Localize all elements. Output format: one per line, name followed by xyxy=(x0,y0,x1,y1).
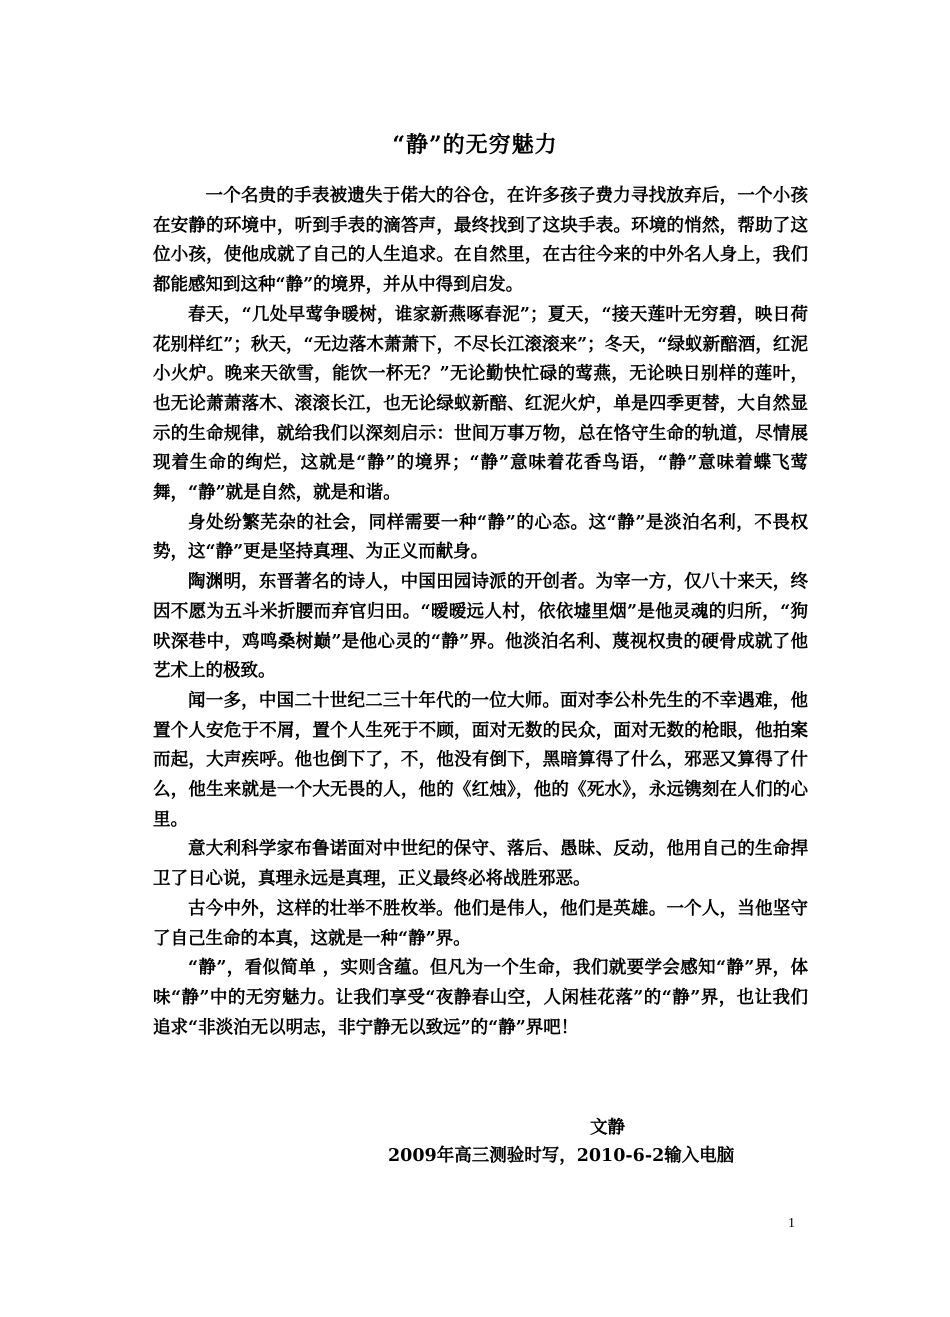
author-date-note: 2009年高三测验时写，2010-6-2输入电脑 xyxy=(388,1146,735,1166)
page-number: 1 xyxy=(788,1216,795,1231)
paragraph: 身处纷繁芜杂的社会，同样需要一种“静”的心态。这“静”是淡泊名利，不畏权势，这“静”更是坚持真理、为正义而献身。 xyxy=(153,512,808,563)
document-title: “静”的无穷魅力 xyxy=(392,132,558,158)
author-signature: 文静 xyxy=(590,1118,625,1138)
paragraph: 古今中外，这样的壮举不胜枚举。他们是伟人，他们是英雄。一个人，当他坚守了自己生命的本真，这就是一种“静”界。 xyxy=(153,898,808,949)
paragraph: “静”，看似简单 ，实则含蕴。但凡为一个生命，我们就要学会感知“静”界，体味“静”中的无穷魅力。让我们享受“夜静春山空，人闲桂花落”的“静”界，也让我们追求“非淡泊无以明志，非宁静无以致远”的“静”界吧！ xyxy=(153,958,808,1038)
paragraph: 意大利科学家布鲁诺面对中世纪的保守、落后、愚昧、反动，他用自己的生命捍卫了日心说，真理永远是真理，正义最终必将战胜邪恶。 xyxy=(153,839,808,890)
paragraph: 闻一多，中国二十世纪二三十年代的一位大师。面对李公朴先生的不幸遇难，他置个人安危于不屑，置个人生死于不顾，面对无数的民众，面对无数的枪眼，他拍案而起，大声疾呼。他也倒下了，不，他没有倒下，黑暗算得了什么，邪恶又算得了什么，他生来就是一个大无畏的人，他的《红烛》，他的《死水》，永远镌刻在人们的心里。 xyxy=(153,690,808,830)
document-body xyxy=(153,182,808,1043)
paragraph: 一个名贵的手表被遗失于偌大的谷仓，在许多孩子费力寻找放弃后，一个小孩在安静的环境中，听到手表的滴答声，最终找到了这块手表。环境的悄然，帮助了这位小孩，使他成就了自己的人生追求。在自然里，在古往今来的中外名人身上，我们都能感知到这种“静”的境界，并从中得到启发。 xyxy=(153,186,808,296)
paragraph: 陶渊明，东晋著名的诗人，中国田园诗派的开创者。为宰一方，仅八十来天，终因不愿为五斗米折腰而弃官归田。“暧暧远人村，依依墟里烟”是他灵魂的归所，“狗吠深巷中，鸡鸣桑树巅”是他心灵的“静”界。他淡泊名利、蔑视权贵的硬骨成就了他艺术上的极致。 xyxy=(153,572,808,682)
paragraph: 春天，“几处早莺争暖树，谁家新燕啄春泥”；夏天，“接天莲叶无穷碧，映日荷花别样红”；秋天，“无边落木萧萧下，不尽长江滚滚来”；冬天，“绿蚁新醅酒，红泥小火炉。晚来天欲雪，能饮一杯无？”无论勤快忙碌的莺燕，无论映日别样的莲叶，也无论萧萧落木、滚滚长江，也无论绿蚁新醅、红泥火炉，单是四季更替，大自然显示的生命规律，就给我们以深刻启示：世间万事万物，总在恪守生命的轨道，尽情展现着生命的绚烂，这就是“静”的境界；“静”意味着花香鸟语，“静”意味着蝶飞莺舞，“静”就是自然，就是和谐。 xyxy=(153,304,808,504)
